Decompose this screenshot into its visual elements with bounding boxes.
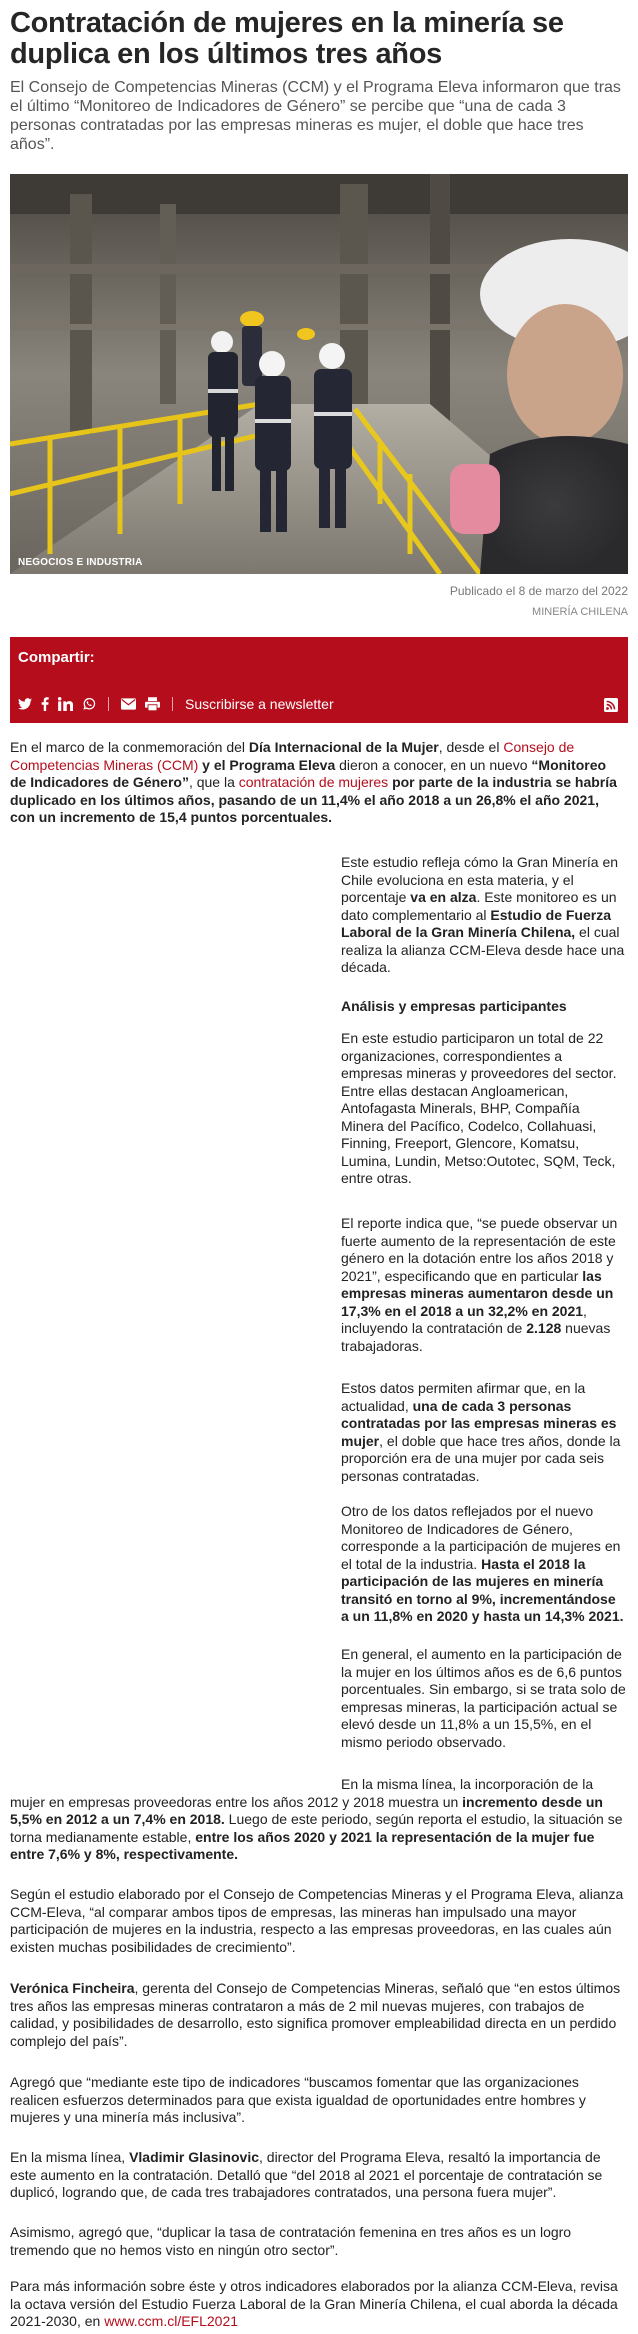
share-tools: [18, 696, 334, 712]
newsletter-subscribe-link[interactable]: Suscribirse a newsletter: [185, 696, 334, 712]
paragraph-10: Verónica Fincheira, gerenta del Consejo de Competencias Mineras, señaló que “en estos últimos tres años las empresas mineras contrataron a más de 2 mil nuevas mujeres, con trabajos de calidad, y posibilidades de desarrollo, esto significa promover empleabilidad directa en un perdido complejo del país”.: [10, 1980, 621, 2049]
paragraph-7: En general, el aumento en la participación de la mujer en los últimos años es de 6,6 puntos porcentuales. Sin embargo, si se trata solo de empresas mineras, la participación actual se elevó desde un 11,8% a un 15,5%, en el mismo periodo observado.: [341, 1646, 626, 1750]
toolbar-divider: [108, 697, 109, 711]
share-title: Compartir:: [18, 649, 95, 666]
article-title: Contratación de mujeres en la minería se duplica en los últimos tres años: [10, 7, 564, 70]
facebook-icon[interactable]: [41, 697, 49, 711]
share-bar: [10, 637, 628, 723]
paragraph-4: El reporte indica que, “se puede observar un fuerte aumento de la representación de este género en la dotación entre los años 2018 y 2021”, especificando que en particular las empresas mineras aumentaron desde un 17,3% en el 2018 a un 32,2% en 2021, incluyendo la contratación de 2.128 nuevas trabajadoras.: [341, 1215, 618, 1354]
toolbar-divider: [172, 697, 173, 711]
paragraph-5: Estos datos permiten afirmar que, en la actualidad, una de cada 3 personas contratadas por las empresas mineras es mujer, el doble que hace tres años, donde la proporción era de una mujer por cada seis personas contratadas.: [341, 1380, 621, 1484]
paragraph-9: Según el estudio elaborado por el Consejo de Competencias Mineras y el Programa Eleva, alianza CCM-Eleva, “al comparar ambos tipos de empresas, las mineras han impulsado una mayor participación de mujeres en la industria, respecto a las empresas proveedoras, en las cuales aún existen muchas posibilidades de crecimiento”.: [10, 1886, 624, 1955]
publish-date: Publicado el 8 de marzo del 2022: [449, 584, 628, 598]
category-tag[interactable]: NEGOCIOS E INDUSTRIA: [18, 557, 143, 568]
ccm-link[interactable]: Consejo de Competencias Mineras (CCM): [10, 739, 575, 773]
rss-icon[interactable]: [604, 698, 618, 717]
paragraph-13: Asimismo, agregó que, “duplicar la tasa de contratación femenina en tres años es un logro tremendo que no hemos visto en ningún otro sector”.: [10, 2224, 572, 2258]
photo-illustration: [10, 174, 628, 574]
article-meta: [10, 582, 628, 621]
paragraph-14: Para más información sobre éste y otros indicadores elaborados por la alianza CCM-Eleva, revisa la octava versión del Estudio Fuerza Laboral de la Gran Minería Chilena, el cual aborda la década 2021-2030, en www.ccm.cl/EFL2021: [10, 2278, 618, 2329]
article-source: MINERÍA CHILENA: [532, 606, 628, 618]
section-subheading: Análisis y empresas participantes: [341, 998, 567, 1014]
print-icon[interactable]: [145, 697, 160, 711]
efl2021-link[interactable]: www.ccm.cl/EFL2021: [104, 2313, 239, 2329]
hero-photo: [10, 174, 628, 574]
email-icon[interactable]: [121, 698, 136, 710]
paragraph-3: En este estudio participaron un total de 22 organizaciones, correspondientes a empresas mineras y proveedores del sector. Entre ellas destacan Angloamerican, Antofagasta Minerals, BHP, Compañía Minera del Pacífico, Codelco, Collahuasi, Finning, Freeport, Glencore, Komatsu, Lumina, Lundin, Metso:Outotec, SQM, Teck, entre otras.: [341, 1030, 617, 1186]
paragraph-12: En la misma línea, Vladimir Glasinovic, director del Programa Eleva, resaltó la importancia de este aumento en la contratación. Detalló que “del 2018 al 2021 el porcentaje de contratación se duplicó, logrando que, de cada tres trabajadores contratados, una persona fuera mujer”.: [10, 2149, 603, 2200]
contratacion-mujeres-link[interactable]: contratación de mujeres: [238, 774, 389, 790]
whatsapp-icon[interactable]: [82, 697, 96, 711]
paragraph-6: Otro de los datos reflejados por el nuevo Monitoreo de Indicadores de Género, corresponde a la participación de mujeres en el total de la industria. Hasta el 2018 la participación de las mujeres en minería transitó en torno al 9%, incrementándose a un 11,8% en 2020 y hasta un 14,3% 2021.: [341, 1503, 624, 1624]
paragraph-1: En el marco de la conmemoración del Día Internacional de la Mujer, desde el Consejo de Competencias Mineras (CCM) y el Programa Eleva dieron a conocer, en un nuevo “Monitoreo de Indicadores de Género”, que la contratación de mujeres por parte de la industria se habría duplicado en los últimos años, pasando de un 11,4% el año 2018 a un 26,8% el año 2021, con un incremento de 15,4 puntos porcentuales.: [10, 739, 617, 825]
linkedin-icon[interactable]: [58, 697, 73, 711]
paragraph-2: Este estudio refleja cómo la Gran Minería en Chile evoluciona en esta materia, y el porcentaje va en alza. Este monitoreo es un dato complementario al Estudio de Fuerza Laboral de la Gran Minería Chilena, el cual realiza la alianza CCM-Eleva desde hace una década.: [341, 854, 625, 975]
article-lead: El Consejo de Competencias Mineras (CCM) y el Programa Eleva informaron que tras el último “Monitoreo de Indicadores de Género” se percibe que “una de cada 3 personas contratadas por las empresas mineras es mujer, el doble que hace tres años”.: [10, 79, 621, 153]
paragraph-11: Agregó que “mediante este tipo de indicadores “buscamos fomentar que las organizaciones realicen esfuerzos determinados para que exista igualdad de oportunidades entre hombres y mujeres y una minería más inclusiva”.: [10, 2074, 586, 2125]
paragraph-8: En la misma línea, la incorporación de la mujer en empresas proveedoras entre los años 2012 y 2018 muestra un incremento desde un 5,5% en 2012 a un 7,4% en 2018. Luego de este periodo, según reporta el estudio, la situación se torna medianamente estable, entre los años 2020 y 2021 la representación de la mujer fue entre 7,6% y 8%, respectivamente.: [10, 1776, 623, 1862]
twitter-icon[interactable]: [18, 698, 32, 710]
